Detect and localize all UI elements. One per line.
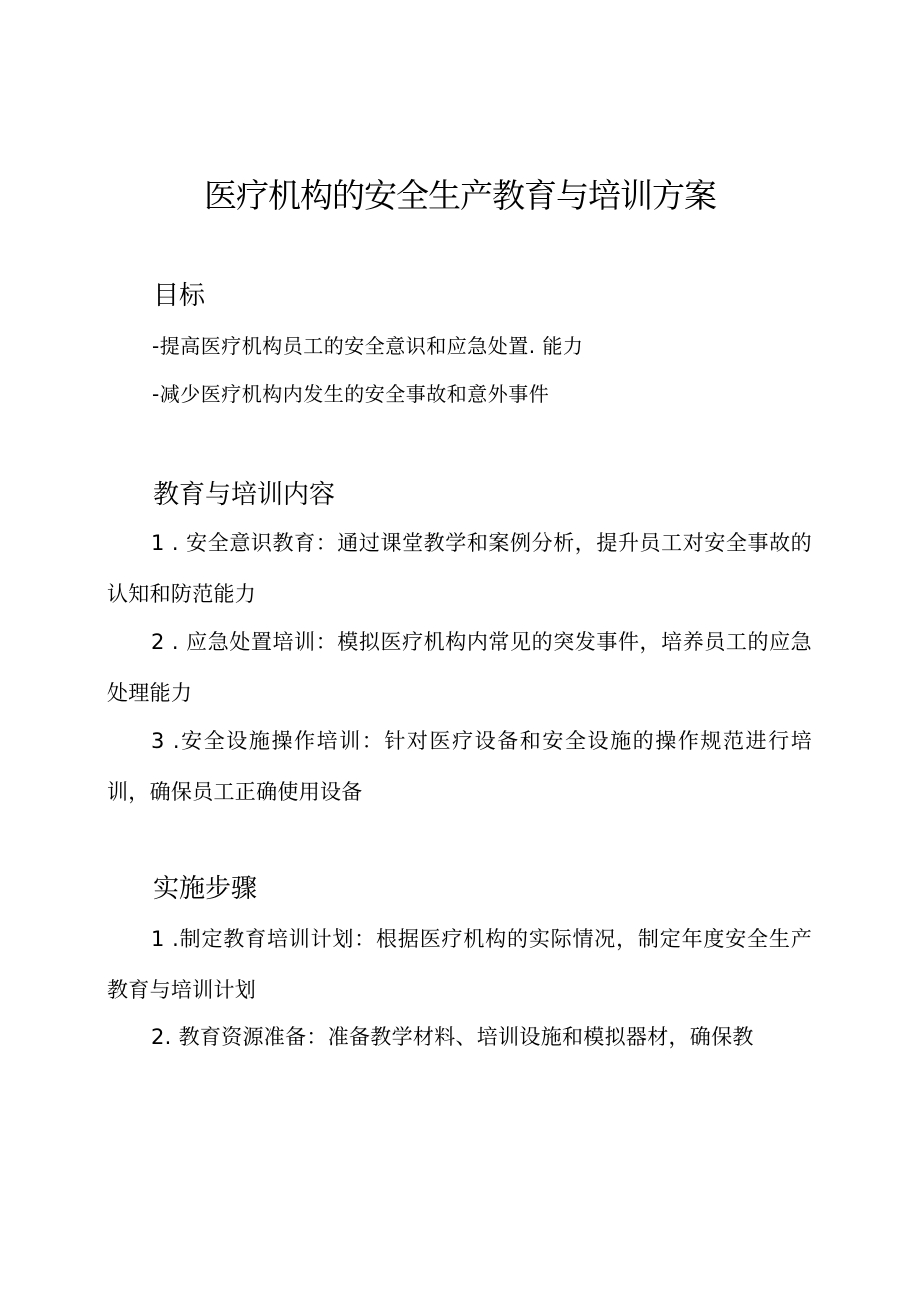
- step-item: 1 .制定教育培训计划：根据医疗机构的实际情况，制定年度安全生产教育与培训计划: [107, 927, 812, 1002]
- goal-item: -减少医疗机构内发生的安全事故和意外事件: [152, 382, 550, 406]
- document-title: 医疗机构的安全生产教育与培训方案: [204, 176, 716, 215]
- section-heading-content: 教育与培训内容: [153, 480, 336, 510]
- goal-item: -提高医疗机构员工的安全意识和应急处置. 能力: [152, 334, 584, 358]
- section-heading-steps: 实施步骤: [153, 874, 258, 904]
- section-heading-goals: 目标: [153, 281, 206, 311]
- step-item: 2. 教育资源准备：准备教学材料、培训设施和模拟器材，确保教: [151, 1025, 754, 1049]
- content-item: 2 . 应急处置培训：模拟医疗机构内常见的突发事件，培养员工的应急处理能力: [107, 630, 812, 705]
- content-item: 1 . 安全意识教育：通过课堂教学和案例分析，提升员工对安全事故的认知和防范能力: [107, 531, 812, 606]
- content-item: 3 .安全设施操作培训：针对医疗设备和安全设施的操作规范进行培训，确保员工正确使用设备: [107, 729, 812, 804]
